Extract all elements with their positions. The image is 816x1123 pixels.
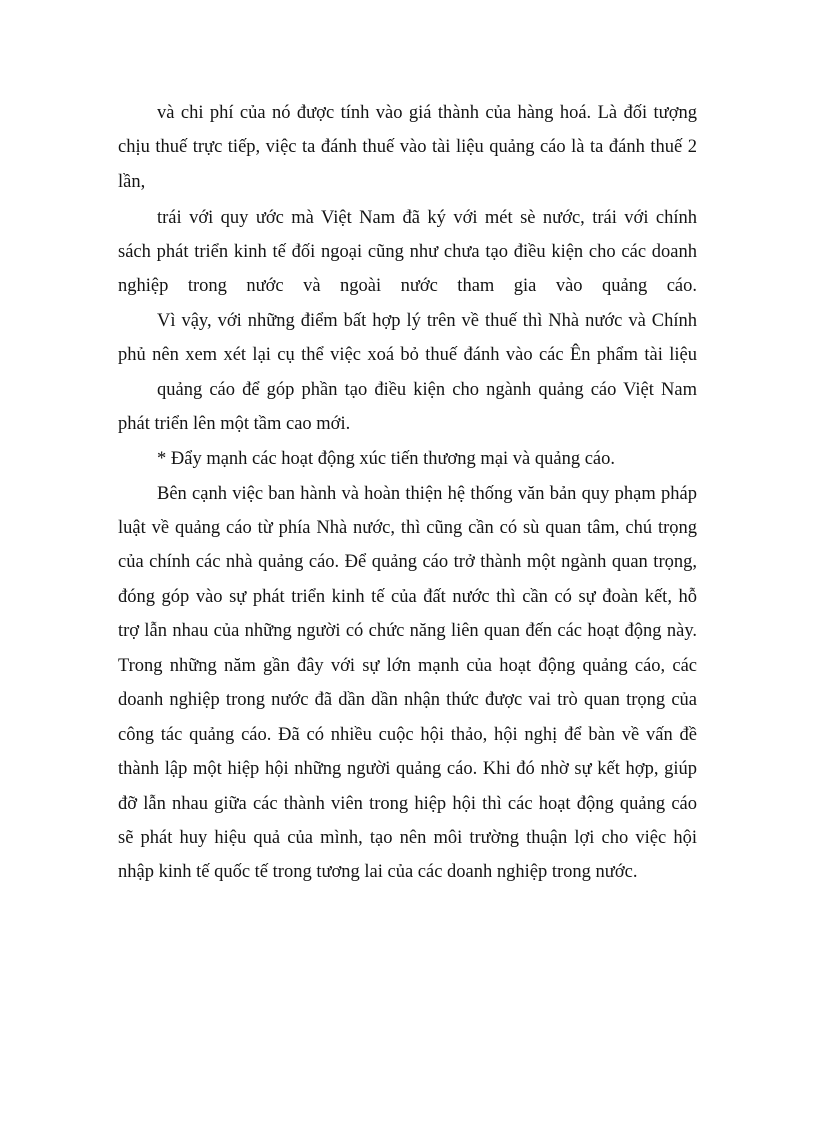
text-line-14: của chính các nhà quảng cáo. Để quảng cáo trở thành một ngành quan trọng, — [118, 552, 697, 572]
text-line-21: đỡ lẫn nhau giữa các thành viên trong hiệp hội thì các hoạt động quảng cáo — [118, 794, 697, 814]
section-heading: * Đẩy mạnh các hoạt động xúc tiến thương mại và quảng cáo. — [157, 449, 616, 469]
text-line-13: luật về quảng cáo từ phía Nhà nước, thì cũng cần có sù quan tâm, chú trọng — [118, 518, 697, 538]
text-line-17: Trong những năm gần đây với sự lớn mạnh của hoạt động quảng cáo, các — [118, 656, 697, 676]
text-line-16: trợ lẫn nhau của những người có chức năng liên quan đến các hoạt động này. — [118, 621, 697, 641]
text-line-2: chịu thuế trực tiếp, việc ta đánh thuế vào tài liệu quảng cáo là ta đánh thuế 2 — [118, 137, 697, 157]
text-line-19: công tác quảng cáo. Đã có nhiều cuộc hội thảo, hội nghị để bàn về vấn đề — [118, 725, 697, 745]
text-line-1: và chi phí của nó được tính vào giá thành của hàng hoá. Là đối tượng — [157, 103, 697, 123]
text-line-20: thành lập một hiệp hội những người quảng cáo. Khi đó nhờ sự kết hợp, giúp — [118, 759, 697, 779]
text-line-10: phát triển lên một tầm cao mới. — [118, 414, 351, 434]
text-line-7: Vì vậy, với những điểm bất hợp lý trên về thuế thì Nhà nước và Chính — [157, 311, 697, 331]
text-line-6: nghiệp trong nước và ngoài nước tham gia vào quảng cáo. — [118, 276, 697, 296]
text-line-12: Bên cạnh việc ban hành và hoàn thiện hệ thống văn bản quy phạm pháp — [157, 484, 697, 504]
text-line-9: quảng cáo để góp phần tạo điều kiện cho ngành quảng cáo Việt Nam — [157, 380, 697, 400]
text-line-5: sách phát triển kinh tế đối ngoại cũng như chưa tạo điều kiện cho các doanh — [118, 242, 697, 262]
text-line-22: sẽ phát huy hiệu quả của mình, tạo nên môi trường thuận lợi cho việc hội — [118, 828, 697, 848]
text-line-4: trái với quy ước mà Việt Nam đã ký với mét sè nước, trái với chính — [157, 208, 697, 228]
text-line-8: phủ nên xem xét lại cụ thể việc xoá bỏ thuế đánh vào các Ên phẩm tài liệu — [118, 345, 697, 365]
text-line-23: nhập kinh tế quốc tế trong tương lai của các doanh nghiệp trong nước. — [118, 862, 638, 882]
text-line-18: doanh nghiệp trong nước đã dần dần nhận thức được vai trò quan trọng của — [118, 690, 697, 710]
text-line-3: lần, — [118, 172, 146, 192]
text-line-15: đóng góp vào sự phát triển kinh tế của đất nước thì cần có sự đoàn kết, hỗ — [118, 587, 697, 607]
